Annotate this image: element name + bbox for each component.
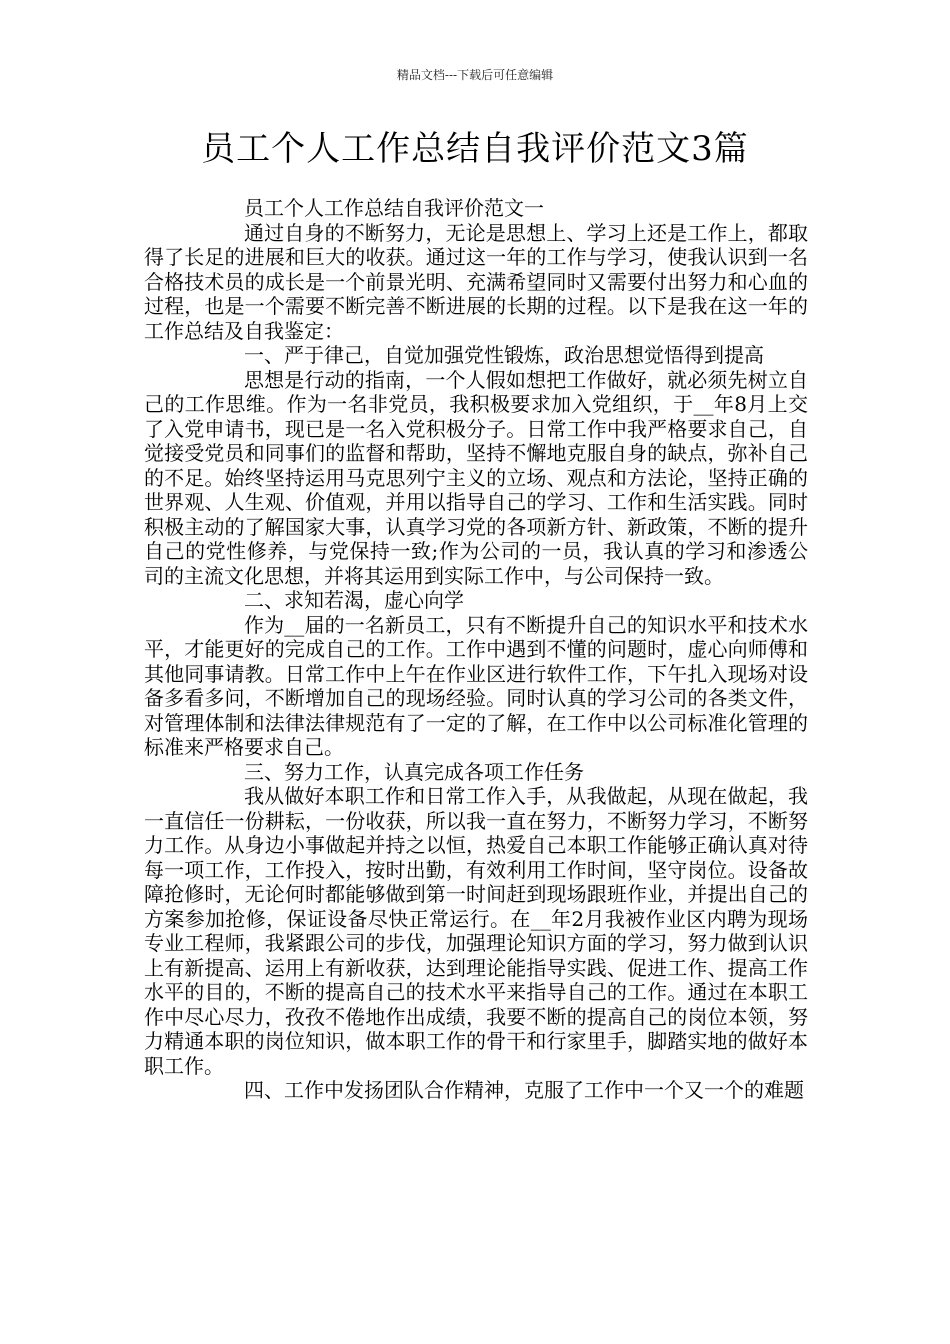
body-paragraph-3: 我从做好本职工作和日常工作入手，从我做起，从现在做起，我一直信任一份耕耘，一份收获，所以我一直在努力，不断努力学习，不断努力工作。从身边小事做起并持之以恒，热爱自己本职工作能够正确认真对待每一项工作，工作投入，按时出勤，有效利用工作时间，坚守岗位。设备故障抢修时，无论何时都能够做到第一时间赶到现场跟班作业，并提出自己的方案参加抢修，保证设备尽快正常运行。在__年2月我被作业区内聘为现场专业工程师，我紧跟公司的步伐，加强理论知识方面的学习，努力做到认识上有新提高、运用上有新收获，达到理论能指导实践、促进工作、提高工作水平的目的，不断的提高自己的技术水平来指导自己的工作。通过在本职工作中尽心尽力，孜孜不倦地作出成绩，我要不断的提高自己的岗位本领，努力精通本职的岗位知识，做本职工作的骨干和行家里手，脚踏实地的做好本职工作。 — [144, 784, 808, 1078]
section-subtitle: 员工个人工作总结自我评价范文一 — [244, 196, 544, 220]
document-title: 员工个人工作总结自我评价范文3篇 — [201, 129, 749, 169]
intro-paragraph: 通过自身的不断努力，无论是思想上、学习上还是工作上，都取得了长足的进展和巨大的收获。通过这一年的工作与学习，使我认识到一名合格技术员的成长是一个前景光明、充满希望同时又需要付出努力和心血的过程，也是一个需要不断完善不断进展的长期的过程。以下是我在这一年的工作总结及自我鉴定： — [144, 220, 808, 343]
section-heading-2: 二、求知若渴，虚心向学 — [244, 588, 464, 612]
section-heading-1: 一、严于律己，自觉加强党性锻炼，政治思想觉悟得到提高 — [244, 343, 764, 367]
body-paragraph-1: 思想是行动的指南，一个人假如想把工作做好，就必须先树立自己的工作思维。作为一名非党员，我积极要求加入党组织，于__年8月上交了入党申请书，现已是一名入党积极分子。日常工作中我严格要求自己，自觉接受党员和同事们的监督和帮助，坚持不懈地克服自身的缺点，弥补自己的不足。始终坚持运用马克思列宁主义的立场、观点和方法论，坚持正确的世界观、人生观、价值观，并用以指导自己的学习、工作和生活实践。同时积极主动的了解国家大事，认真学习党的各项新方针、新政策，不断的提升自己的党性修养，与党保持一致;作为公司的一员，我认真的学习和渗透公司的主流文化思想，并将其运用到实际工作中，与公司保持一致。 — [144, 367, 808, 588]
document-body — [144, 196, 808, 1103]
body-paragraph-2: 作为__届的一名新员工，只有不断提升自己的知识水平和技术水平，才能更好的完成自己的工作。工作中遇到不懂的问题时，虚心向师傅和其他同事请教。日常工作中上午在作业区进行软件工作，下午扎入现场对设备多看多问，不断增加自己的现场经验。同时认真的学习公司的各类文件，对管理体制和法律法律规范有了一定的了解，在工作中以公司标准化管理的标准来严格要求自己。 — [144, 612, 808, 759]
page-header-note: 精品文档---下载后可任意编辑 — [396, 68, 554, 82]
section-heading-4: 四、工作中发扬团队合作精神，克服了工作中一个又一个的难题 — [244, 1078, 804, 1102]
section-heading-3: 三、努力工作，认真完成各项工作任务 — [244, 759, 584, 784]
